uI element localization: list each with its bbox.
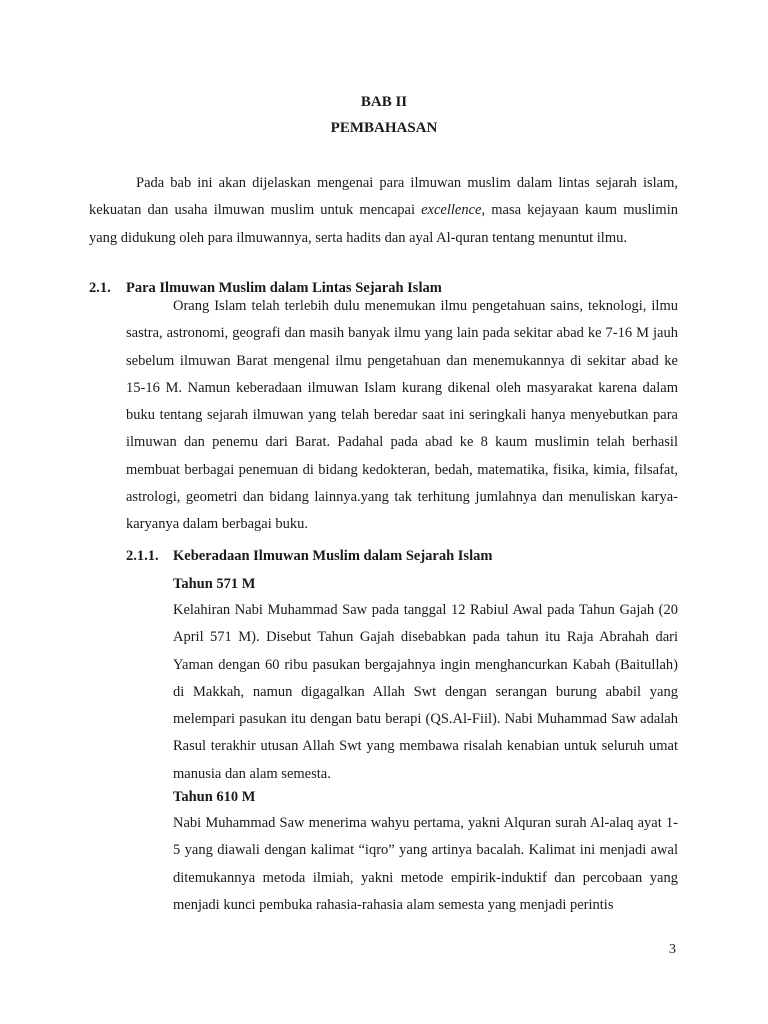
entry-text-571: Kelahiran Nabi Muhammad Saw pada tanggal 12 Rabiul Awal pada Tahun Gajah (20 April 571 M). Disebut Tahun Gajah disebabkan pada tahun itu Raja Abrahah dari Yaman dengan 60 ribu pasukan bergajahnya ingin menghancurkan Kabah (Baitullah) di Makkah, namun digagalkan Allah Swt dengan serangan burung ababil yang melempari pasukan itu dengan batu berapi (QS.Al-Fiil). Nabi Muhammad Saw adalah Rasul terakhir utusan Allah Swt yang membawa risalah kenabian untuk seluruh umat manusia dan alam semesta. (173, 602, 678, 782)
entry-year-610: Tahun 610 M (173, 789, 256, 805)
intro-text-before: Pada bab ini akan dijelaskan mengenai para ilmuwan muslim dalam lintas sejarah islam, kekuatan dan usaha ilmuwan muslim untuk mencapai (89, 175, 678, 219)
section-title: Para Ilmuwan Muslim dalam Lintas Sejarah Islam (126, 280, 442, 296)
section-body (126, 293, 678, 539)
page-number: 3 (669, 942, 676, 957)
intro-paragraph (89, 170, 678, 252)
intro-text-after: masa kejayaan kaum muslimin yang didukung oleh para ilmuwannya, serta hadits dan ayal Al-quran tentang menuntut ilmu. (89, 202, 678, 246)
subsection-number: 2.1.1. (126, 548, 159, 564)
entry-text-610: Nabi Muhammad Saw menerima wahyu pertama, yakni Alquran surah Al-alaq ayat 1-5 yang diawali dengan kalimat “iqro” yang artinya bacalah. Kalimat ini menjadi awal ditemukannya metoda ilmiah, yakni metode empirik-induktif dan percobaan yang menjadi kunci pembuka rahasia-rahasia alam semesta yang menjadi perintis (173, 815, 678, 913)
intro-emphasis: excellence, (421, 202, 486, 219)
subsection-heading (126, 548, 492, 565)
subsection-title: Keberadaan Ilmuwan Muslim dalam Sejarah Islam (173, 548, 493, 564)
entry-year-571: Tahun 571 M (173, 576, 256, 592)
section-number: 2.1. (89, 280, 111, 296)
section-body-text: Orang Islam telah terlebih dulu menemukan ilmu pengetahuan sains, teknologi, ilmu sastra, astronomi, geografi dan masih banyak ilmu yang lain pada sekitar abad ke 7-16 M jauh sebelum ilmuwan Barat mengenal ilmu pengetahuan dan menemukannya di sekitar abad ke 15-16 M. Namun keberadaan ilmuwan Islam kurang dikenal oleh masyarakat karena dalam buku tentang sejarah ilmuwan yang telah beredar saat ini seringkali hanya menyebutkan para ilmuwan dan penemu dari Barat. Padahal pada abad ke 8 kaum muslimin telah berhasil membuat berbagai penemuan di bidang kedokteran, bedah, matematika, fisika, kimia, filsafat, astrologi, geometri dan bidang lainnya.yang tak terhitung jumlahnya dan menuliskan karya-karyanya dalam berbagai buku. (126, 298, 678, 533)
chapter-title: BAB II (360, 94, 408, 110)
chapter-subtitle: PEMBAHASAN (330, 120, 438, 136)
